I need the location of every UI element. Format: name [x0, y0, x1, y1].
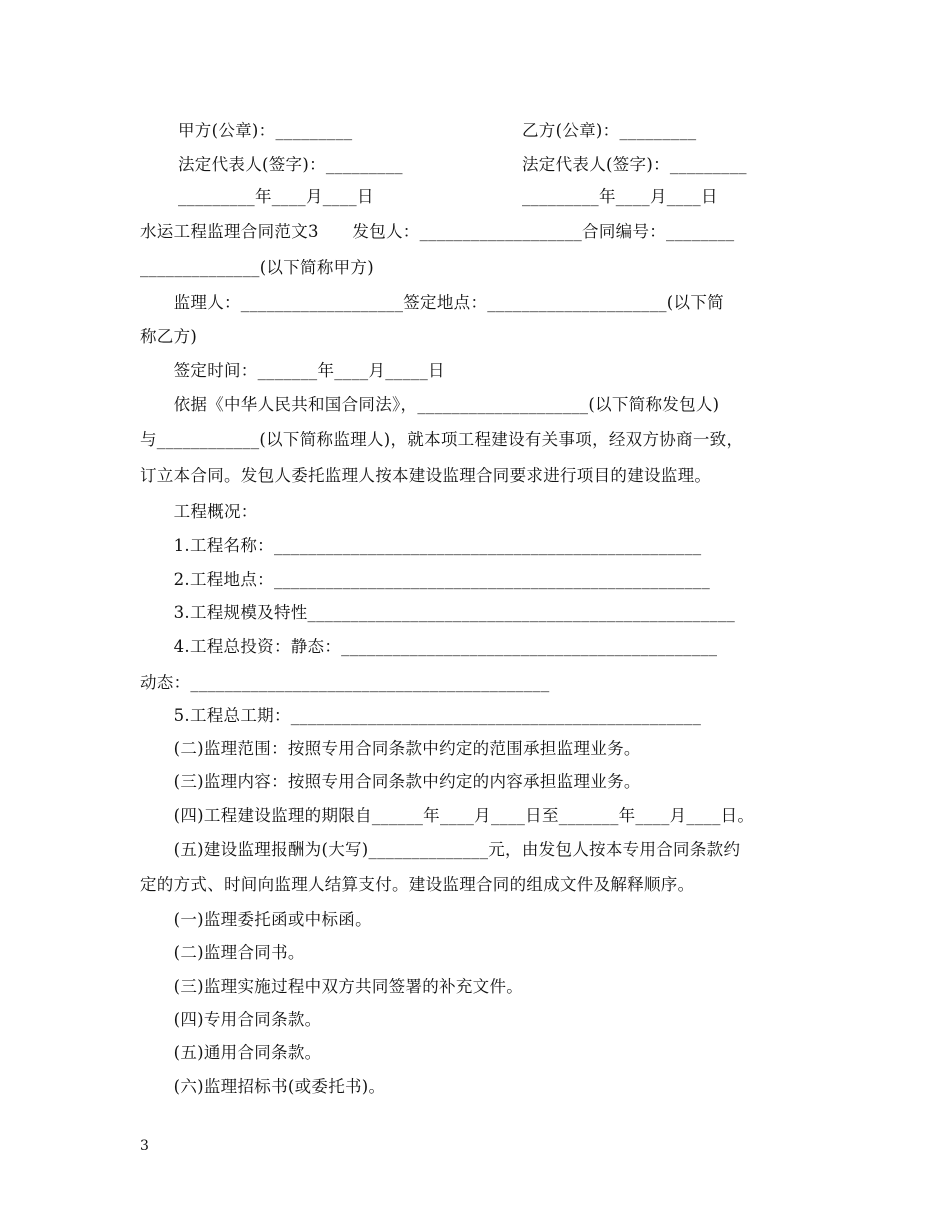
body-line: 2.工程地点：___________________________________________________ — [140, 570, 710, 589]
body-line: (五)建设监理报酬为(大写)______________元，由发包人按本专用合同条款约 — [140, 840, 741, 859]
party-a-representative: 法定代表人(签字)：_________ — [178, 155, 403, 174]
section-heading: 工程概况： — [140, 502, 258, 521]
list-item: (四)专用合同条款。 — [140, 1010, 322, 1029]
party-b-seal: 乙方(公章)：_________ — [522, 121, 697, 140]
body-line: (四)工程建设监理的期限自______年____月____日至_______年____月____日。 — [140, 806, 755, 825]
list-item: (一)监理委托函或中标函。 — [140, 910, 372, 929]
party-a-date: _________年____月____日 — [178, 187, 374, 206]
body-line: ______________(以下简称甲方) — [140, 258, 374, 277]
body-line: 3.工程规模及特性__________________________________________________ — [140, 603, 736, 622]
body-line: (二)监理范围：按照专用合同条款中约定的范围承担监理业务。 — [140, 739, 641, 758]
body-line: 订立本合同。发包人委托监理人按本建设监理合同要求进行项目的建设监理。 — [140, 466, 712, 485]
party-a-seal: 甲方(公章)：_________ — [178, 121, 353, 140]
body-line: 4.工程总投资：静态：____________________________________________ — [140, 637, 718, 656]
body-line: 监理人：___________________签定地点：_____________________(以下简 — [140, 293, 724, 312]
page-number: 3 — [140, 1138, 149, 1154]
body-line: 1.工程名称：__________________________________________________ — [140, 536, 702, 555]
body-line: 依据《中华人民共和国合同法》，____________________(以下简称发包人) — [140, 395, 720, 414]
body-line: 签定时间：_______年____月_____日 — [140, 361, 445, 380]
body-line: 动态：__________________________________________ — [140, 673, 550, 692]
body-line: (三)监理内容：按照专用合同条款中约定的内容承担监理业务。 — [140, 772, 641, 791]
body-line: 5.工程总工期：________________________________________________ — [140, 706, 702, 725]
body-line: 称乙方) — [140, 327, 198, 346]
list-item: (二)监理合同书。 — [140, 943, 305, 962]
list-item: (六)监理招标书(或委托书)。 — [140, 1077, 386, 1096]
list-item: (三)监理实施过程中双方共同签署的补充文件。 — [140, 977, 524, 996]
party-b-representative: 法定代表人(签字)：_________ — [522, 155, 747, 174]
list-item: (五)通用合同条款。 — [140, 1043, 322, 1062]
body-line: 与____________(以下简称监理人)，就本项工程建设有关事项，经双方协商一致， — [140, 430, 744, 449]
document-title-line: 水运工程监理合同范文3 发包人：___________________合同编号：________ — [140, 222, 735, 241]
party-b-date: _________年____月____日 — [522, 187, 718, 206]
body-line: 定的方式、时间向监理人结算支付。建设监理合同的组成文件及解释顺序。 — [140, 875, 695, 894]
